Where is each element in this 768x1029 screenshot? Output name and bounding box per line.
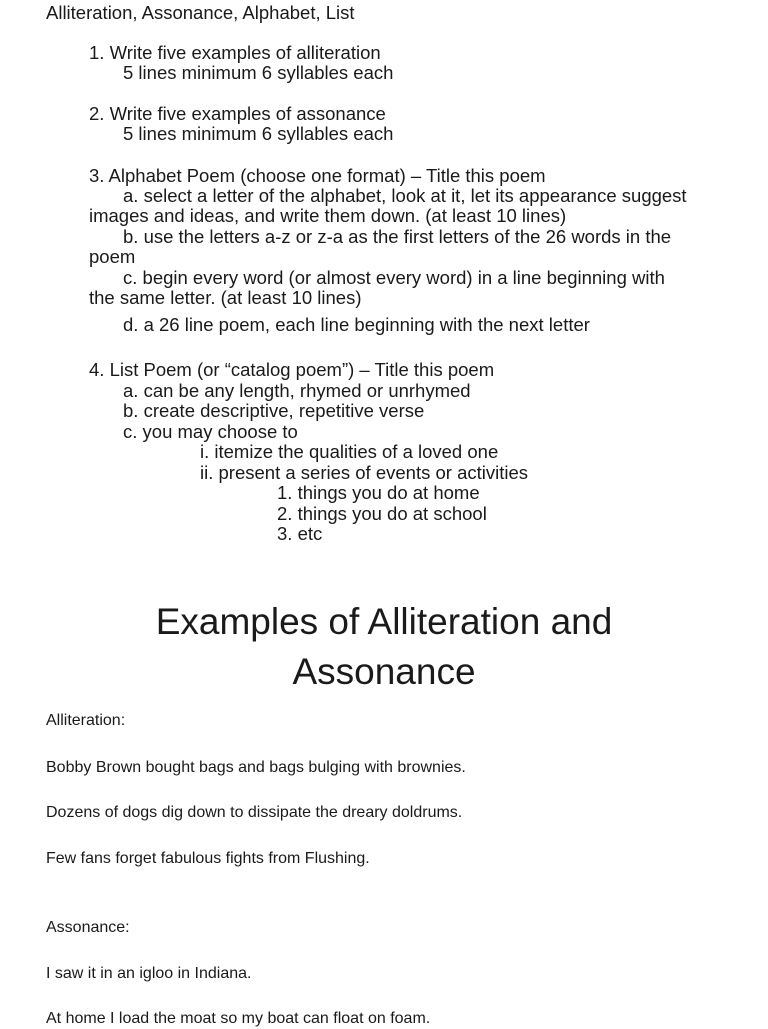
item-4c-ii-3: 3. etc xyxy=(277,523,323,544)
item-4-title: 4. List Poem (or “catalog poem”) – Title this poem xyxy=(89,359,495,380)
examples-title-line-2: Assonance xyxy=(292,651,476,692)
assonance-example: I saw it in an igloo in Indiana. xyxy=(46,965,252,982)
item-3a-line2: images and ideas, and write them down. (at least 10 lines) xyxy=(89,205,567,226)
page-header: Alliteration, Assonance, Alphabet, List xyxy=(46,2,355,23)
item-4b: b. create descriptive, repetitive verse xyxy=(123,400,425,421)
item-3b-line1: b. use the letters a-z or z-a as the first letters of the 26 words in the xyxy=(123,226,672,247)
item-3c-line2: the same letter. (at least 10 lines) xyxy=(89,287,362,308)
item-2-title: 2. Write five examples of assonance xyxy=(89,103,386,124)
item-3d-line: d. a 26 line poem, each line beginning with the next letter xyxy=(123,314,590,335)
item-4c-ii-2: 2. things you do at school xyxy=(277,503,487,524)
item-4a: a. can be any length, rhymed or unrhymed xyxy=(123,380,471,401)
alliteration-example: Few fans forget fabulous fights from Flushing. xyxy=(46,850,370,867)
assonance-label: Assonance: xyxy=(46,919,130,936)
item-3b-line2: poem xyxy=(89,246,136,267)
item-4c-i: i. itemize the qualities of a loved one xyxy=(200,441,499,462)
item-1-note: 5 lines minimum 6 syllables each xyxy=(123,62,394,83)
item-1-title: 1. Write five examples of alliteration xyxy=(89,42,381,63)
assonance-example: At home I load the moat so my boat can float on foam. xyxy=(46,1010,431,1027)
item-4c-ii-1: 1. things you do at home xyxy=(277,482,480,503)
alliteration-example: Dozens of dogs dig down to dissipate the dreary doldrums. xyxy=(46,804,463,821)
item-3a-line1: a. select a letter of the alphabet, look at it, let its appearance suggest xyxy=(123,185,687,206)
item-2-note: 5 lines minimum 6 syllables each xyxy=(123,123,394,144)
item-3c-line1: c. begin every word (or almost every word) in a line beginning with xyxy=(123,267,665,288)
examples-title-line-1: Examples of Alliteration and xyxy=(155,601,613,642)
alliteration-label: Alliteration: xyxy=(46,712,126,729)
item-3-title: 3. Alphabet Poem (choose one format) – Title this poem xyxy=(89,165,546,186)
item-4c-ii: ii. present a series of events or activities xyxy=(200,462,529,483)
item-4c: c. you may choose to xyxy=(123,421,298,442)
alliteration-example: Bobby Brown bought bags and bags bulging with brownies. xyxy=(46,759,466,776)
